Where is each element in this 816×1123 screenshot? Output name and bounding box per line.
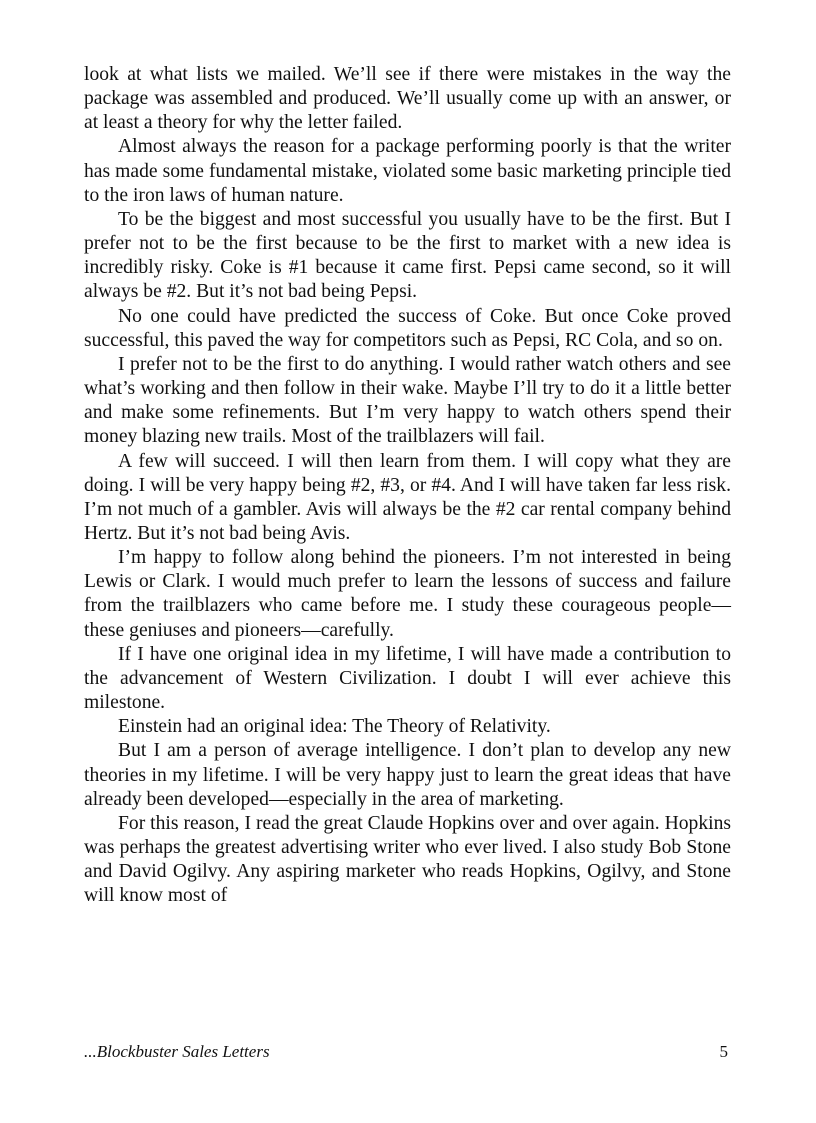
paragraph: If I have one original idea in my lifetime, I will have made a contribution to the advancement of Western Civilization. I doubt I will ever achieve this milestone. <box>84 643 731 714</box>
page-body <box>84 63 731 908</box>
page-number: 5 <box>719 1042 728 1061</box>
paragraph: But I am a person of average intelligence. I don’t plan to develop any new theories in my lifetime. I will be very happy just to learn the great ideas that have already been developed—especially in the area of marketing. <box>84 740 731 810</box>
paragraph: For this reason, I read the great Claude Hopkins over and over again. Hopkins was perhaps the greatest advertising writer who ever lived. I also study Bob Stone and David Ogilvy. Any aspiring marketer who reads Hopkins, Ogilvy, and Stone will know most of <box>84 812 731 907</box>
paragraph: To be the biggest and most successful you usually have to be the first. But I prefer not to be the first because to be the first to market with a new idea is incredibly risky. Coke is #1 because it came first. Pepsi came second, so it will always be #2. But it’s not bad being Pepsi. <box>84 208 731 303</box>
paragraph: A few will succeed. I will then learn from them. I will copy what they are doing. I will be very happy being #2, #3, or #4. And I will have taken far less risk. I’m not much of a gambler. Avis will always be the #2 car rental company behind Hertz. But it’s not bad being Avis. <box>84 450 731 544</box>
paragraph: No one could have predicted the success of Coke. But once Coke proved successful, this paved the way for competitors such as Pepsi, RC Cola, and so on. <box>84 305 731 351</box>
paragraph: I prefer not to be the first to do anything. I would rather watch others and see what’s working and then follow in their wake. Maybe I’ll try to do it a little better and make some refinements. But I’m very happy to watch others spend their money blazing new trails. Most of the trailblazers will fail. <box>84 353 731 448</box>
paragraph: I’m happy to follow along behind the pioneers. I’m not interested in being Lewis or Clark. I would much prefer to learn the lessons of success and failure from the trailblazers who came before me. I study these courageous people—these geniuses and pioneers—carefully. <box>84 547 731 641</box>
page-footer <box>84 1040 731 1064</box>
paragraph-continued: look at what lists we mailed. We’ll see if there were mistakes in the way the package was assembled and produced. We’ll usually come up with an answer, or at least a theory for why the letter failed. <box>84 64 731 134</box>
paragraph: Almost always the reason for a package performing poorly is that the writer has made some fundamental mistake, violated some basic marketing principle tied to the iron laws of human nature. <box>84 136 731 206</box>
footer-book-title: ...Blockbuster Sales Letters <box>84 1042 270 1061</box>
paragraph: Einstein had an original idea: The Theory of Relativity. <box>118 716 551 738</box>
